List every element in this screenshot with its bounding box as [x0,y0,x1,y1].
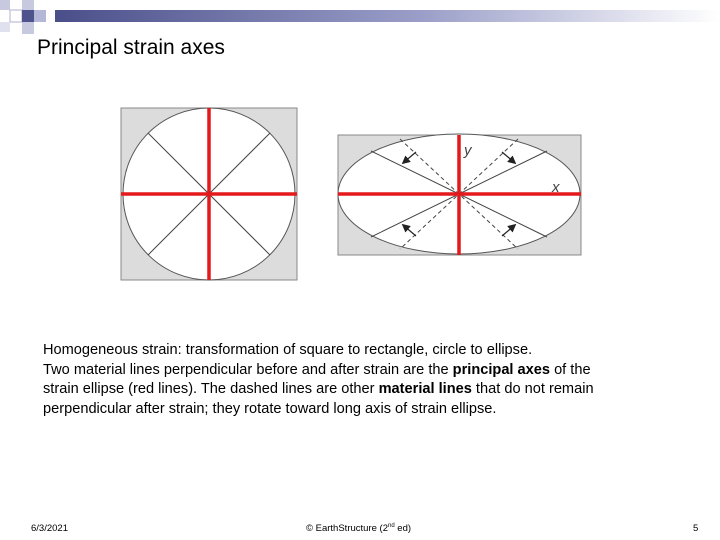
footer-credit: © EarthStructure (2nd ed) [306,523,412,535]
deformed-rectangle-panel [338,134,581,255]
caption [43,341,683,419]
term-principal-axes: principal axes [452,361,551,378]
undeformed-square-panel [121,108,297,280]
caption-line-3: strain ellipse (red lines). The dashed lines are other material lines that do not remain [43,381,594,397]
slide-title: Principal strain axes [37,36,225,59]
axis-label-y: y [464,142,472,159]
caption-line-4: perpendicular after strain; they rotate toward long axis of strain ellipse. [43,400,497,417]
axis-label-x: x [552,179,560,196]
term-material-lines: material lines [378,381,472,397]
caption-line-2: Two material lines perpendicular before and after strain are the principal axes of the [43,361,591,378]
page-number: 5 [693,523,699,534]
caption-line-1: Homogeneous strain: transformation of square to rectangle, circle to ellipse. [43,342,533,358]
footer-date: 6/3/2021 [31,523,68,534]
